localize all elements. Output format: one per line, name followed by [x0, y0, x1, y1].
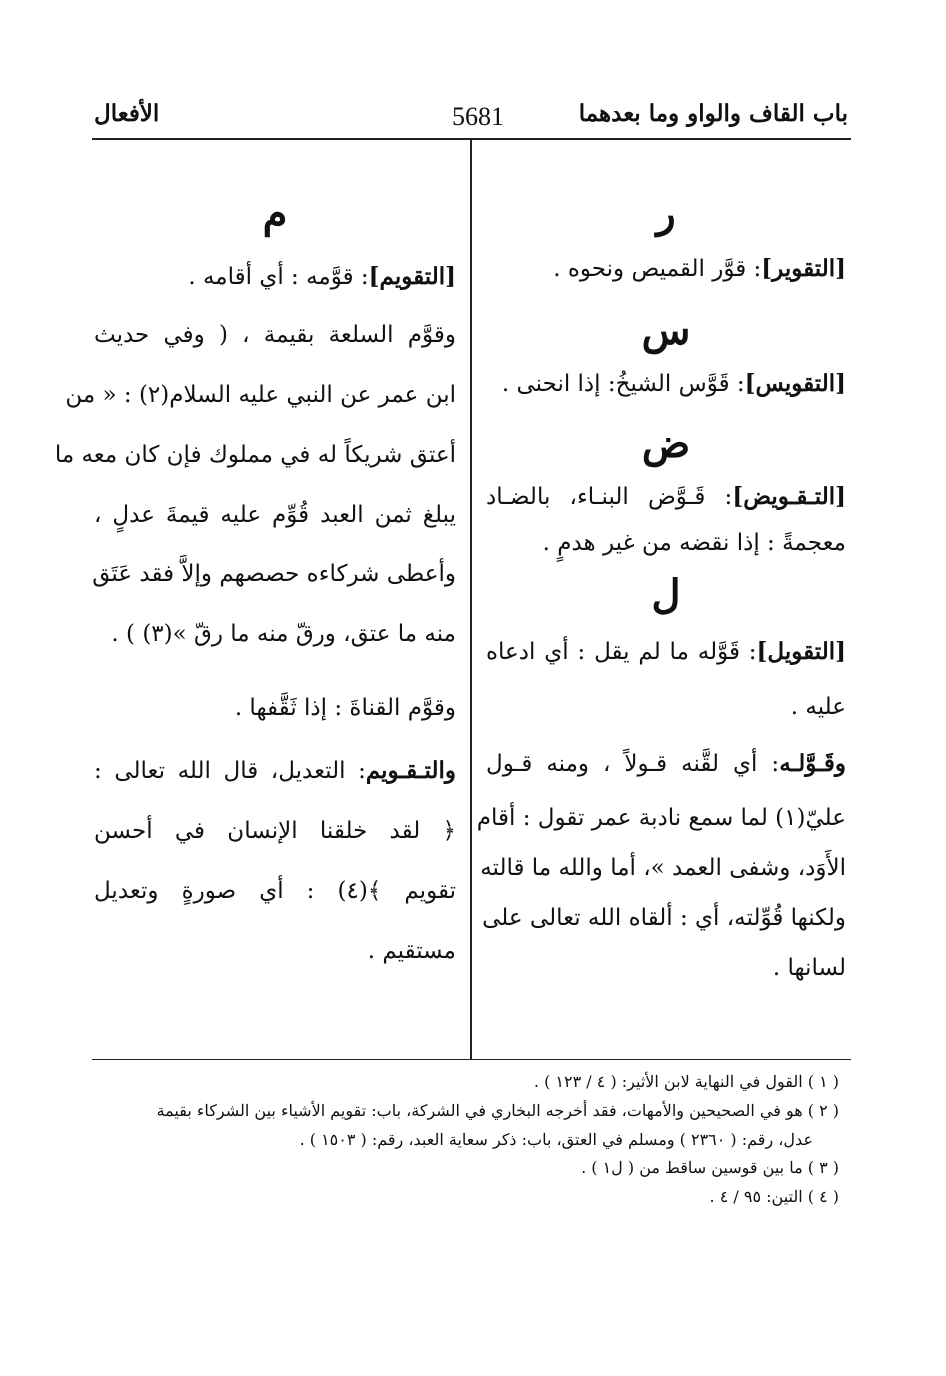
- entry-text-line: لسانها .: [772, 954, 846, 981]
- footnote-1: ( ١ ) القول في النهاية لابن الأثير: ( ٤ / ١٢٣ ) .: [533, 1072, 839, 1091]
- entry-text-line: منه ما عتق، ورقّ منه ما رقّ »(٣) ) .: [111, 621, 456, 648]
- entry-text-line: عليه .: [790, 694, 846, 721]
- entry-taqwid: [486, 482, 846, 513]
- entry-text-line: ابن عمر عن النبي عليه السلام(٢) : « من: [65, 381, 456, 408]
- section-title: الأفعال: [94, 100, 160, 127]
- entry-term: وقَـوَّلـه: [779, 750, 846, 778]
- entry-text: : قوَّمه : أي أقامه .: [188, 264, 369, 290]
- quran-verse-line: ﴿ لقد خلقنا الإنسان في أحسن: [94, 818, 456, 845]
- footnote-2-continuation: عدل، رقم: ( ٢٣٦٠ ) ومسلم في العتق، باب: ذكر سعاية العبد، رقم: ( ١٥٠٣ ) .: [299, 1129, 813, 1149]
- entry-text-line: عليّ(١) لما سمع نادبة عمر تقول : أقام: [476, 805, 846, 832]
- letter-heading-lam: ل: [651, 570, 681, 618]
- letter-heading-sin: س: [641, 306, 691, 354]
- entry-text: : قَـوَّض البنـاء، بالضـاد: [486, 483, 733, 510]
- entry-taqwil: [486, 637, 846, 668]
- entry-term: [التقويم]: [368, 263, 456, 290]
- entry-text-line: وأعطى شركاءه حصصهم وإلاَّ فقد عَتَق: [92, 561, 456, 588]
- entry-taqwim: [94, 262, 456, 293]
- footnote-4: ( ٤ ) التين: ٩٥ / ٤ .: [709, 1187, 839, 1207]
- entry-qawwalahu: [486, 749, 846, 780]
- entry-text: : التعديل، قال الله تعالى :: [94, 758, 366, 785]
- entry-text-line: وقوَّم القناةَ : إذا ثَقَّفها .: [234, 695, 456, 722]
- quran-verse-line: تقويم ﴾(٤) : أي صورةٍ وتعديل: [94, 877, 456, 904]
- page-number: 5681: [452, 102, 504, 131]
- entry-taqwim-tadil: [94, 756, 456, 787]
- entry-text: : قَوَّس الشيخُ: إذا انحنى .: [501, 370, 745, 397]
- entry-term: [التقويس]: [744, 369, 846, 397]
- footnote-3: ( ٣ ) ما بين قوسين ساقط من ( ل١ ) .: [581, 1158, 839, 1178]
- footnote-2: ( ٢ ) هو في الصحيحين والأمهات، فقد أخرجه البخاري في الشركة، باب: تقويم الأشياء بين الشركاء بقيمة: [156, 1100, 839, 1120]
- letter-heading-ra: ر: [656, 190, 676, 237]
- chapter-title: باب القاف والواو وما بعدهما: [578, 100, 848, 127]
- footnotes: [94, 1072, 839, 1208]
- column-divider: [470, 139, 472, 1059]
- entry-text: : أي لقَّنه قـولاً ، ومنه قـول: [486, 751, 780, 778]
- left-column: [54, 150, 456, 967]
- entry-text-line: يبلغ ثمن العبد قُوِّم عليه قيمةَ عدلٍ ،: [94, 501, 456, 528]
- right-column: [476, 150, 846, 984]
- entry-text-line: أعتق شريكاً له في مملوك فإن كان معه ما: [54, 441, 456, 468]
- entry-text-line: مستقيم .: [367, 937, 456, 964]
- entry-taqwid-cont: معجمةً : إذا نقضه من غير هدمٍ .: [542, 529, 846, 556]
- letter-heading-dad: ض: [641, 419, 691, 467]
- entry-text-line: ولكنها قُوِّلته، أي : ألقاه الله تعالى على: [482, 905, 846, 932]
- entry-term: [التقوير]: [761, 255, 846, 282]
- footnote-rule: [92, 1059, 851, 1060]
- entry-term: [التقويل]: [756, 637, 846, 665]
- letter-heading-mim: م: [262, 190, 288, 237]
- entry-term: [التـقـويض]: [732, 482, 846, 510]
- entry-text-line: وقوَّم السلعة بقيمة ، ( وفي حديث: [94, 321, 456, 348]
- entry-text: : قَوَّله ما لم يقل : أي ادعاه: [486, 638, 757, 665]
- entry-taqwis: [486, 369, 846, 400]
- entry-text: : قوَّر القميص ونحوه .: [553, 256, 762, 282]
- entry-term: والتـقـويم: [365, 757, 456, 785]
- entry-text-line: الأَوَد، وشفى العمد »، أما والله ما قالته: [480, 855, 846, 882]
- entry-taqwir: [486, 254, 846, 285]
